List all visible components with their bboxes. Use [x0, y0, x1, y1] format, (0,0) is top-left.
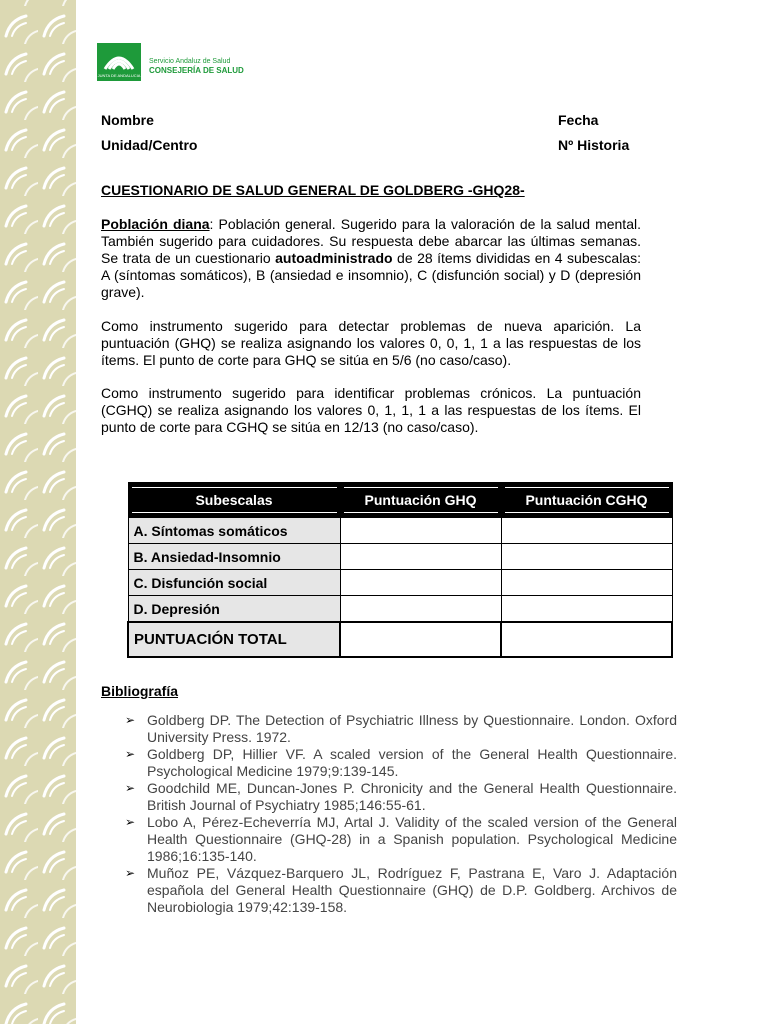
- table-row: [128, 570, 672, 596]
- list-item: ➢ Goldberg DP, Hillier VF. A scaled version of the General Health Questionnaire. Psychological Medicine 1979;9:139-145.: [125, 746, 677, 779]
- paragraph-ghq: Como instrumento sugerido para detectar problemas de nueva aparición. La puntuación (GHQ) se realiza asignando los valores 0, 0, 1, 1 a las respuestas de los ítems. El punto de corte para GHQ se sitúa en 5/6 (no caso/caso).: [101, 318, 641, 368]
- ghq-score-cell[interactable]: [340, 570, 501, 596]
- table-row: [128, 518, 672, 544]
- bibliography-title: Bibliografía: [101, 683, 179, 699]
- list-item: ➢ Goodchild ME, Duncan-Jones P. Chronicity and the General Health Questionnaire. British Journal of Psychiatry 1985;146:55-61.: [125, 780, 677, 813]
- arrow-bullet-icon: ➢: [125, 815, 136, 829]
- poblacion-diana-lead: Población diana: [101, 216, 210, 232]
- table-header-row: [128, 483, 672, 518]
- logo-line2: CONSEJERÍA DE SALUD: [149, 66, 244, 75]
- historia-label: Nº Historia: [558, 137, 630, 153]
- arrow-bullet-icon: ➢: [125, 713, 136, 727]
- logo-badge-text: JUNTA DE ANDALUCIA: [97, 73, 141, 78]
- cghq-total-cell[interactable]: [501, 622, 672, 657]
- unidad-centro-label: Unidad/Centro: [101, 137, 198, 153]
- paragraph-cghq: Como instrumento sugerido para identificar problemas crónicos. La puntuación (CGHQ) se realiza asignando los valores 0, 1, 1, 1 a las respuestas de los ítems. El punto de corte para CGHQ se sitúa en 12/13 (no caso/caso).: [101, 385, 641, 435]
- ghq-score-cell[interactable]: [340, 596, 501, 623]
- row-label: B. Ansiedad-Insomnio: [128, 544, 340, 570]
- header-subescalas: Subescalas: [128, 483, 340, 518]
- table-row: [128, 596, 672, 623]
- cghq-score-cell[interactable]: [501, 570, 672, 596]
- header-cghq: Puntuación CGHQ: [501, 483, 672, 518]
- paragraph1-text-b: de 28 ítems divididas en 4 subescalas: A (síntomas somáticos), B (ansiedad e insomnio), C (disfunción social) y D (depresión grave).: [101, 250, 641, 300]
- logo-text: [149, 57, 244, 75]
- paragraph1-bold: autoadministrado: [275, 250, 393, 266]
- logo-emblem-icon: [97, 43, 141, 81]
- ghq-score-cell[interactable]: [340, 518, 501, 544]
- cghq-score-cell[interactable]: [501, 596, 672, 623]
- header-ghq: Puntuación GHQ: [340, 483, 501, 518]
- arrow-bullet-icon: ➢: [125, 781, 136, 795]
- row-label: D. Depresión: [128, 596, 340, 623]
- total-row: [128, 622, 672, 657]
- leaf-pattern: [0, 0, 76, 1024]
- row-label: C. Disfunción social: [128, 570, 340, 596]
- list-item: ➢ Muñoz PE, Vázquez-Barquero JL, Rodríguez F, Pastrana E, Varo J. Adaptación española del General Health Questionnaire (GHQ) de D.P. Goldberg. Archivos de Neurobiologia 1979;42:139-158.: [125, 865, 677, 915]
- paragraph1-text-a: : Población general. Sugerido para la valoración de la salud mental. También sugerido para cuidadores. Su respuesta debe abarcar las últimas semanas. Se trata de un cuestionario: [101, 216, 641, 266]
- cghq-score-cell[interactable]: [501, 544, 672, 570]
- paragraph-poblacion: [101, 216, 641, 301]
- arrow-bullet-icon: ➢: [125, 866, 136, 880]
- fecha-label: Fecha: [558, 112, 599, 128]
- row-label: A. Síntomas somáticos: [128, 518, 340, 544]
- logo-line1: Servicio Andaluz de Salud: [149, 58, 231, 65]
- junta-andalucia-logo: [97, 43, 247, 83]
- list-item: ➢ Lobo A, Pérez-Echeverría MJ, Artal J. Validity of the scaled version of the General Health Questionnaire (GHQ-28) in a Spanish population. Psychological Medicine 1986;16:135-140.: [125, 814, 677, 864]
- list-item: ➢ Goldberg DP. The Detection of Psychiatric Illness by Questionnaire. London. Oxford University Press. 1972.: [125, 712, 677, 745]
- table-row: [128, 544, 672, 570]
- nombre-label: Nombre: [101, 112, 154, 128]
- arrow-bullet-icon: ➢: [125, 747, 136, 761]
- bibliography-list: [123, 712, 677, 916]
- ghq-total-cell[interactable]: [340, 622, 501, 657]
- ghq-score-cell[interactable]: [340, 544, 501, 570]
- total-label: PUNTUACIÓN TOTAL: [128, 622, 340, 657]
- document-title: CUESTIONARIO DE SALUD GENERAL DE GOLDBERG -GHQ28-: [101, 182, 525, 198]
- decorative-side-strip: [0, 0, 76, 1024]
- score-table: [127, 482, 673, 658]
- cghq-score-cell[interactable]: [501, 518, 672, 544]
